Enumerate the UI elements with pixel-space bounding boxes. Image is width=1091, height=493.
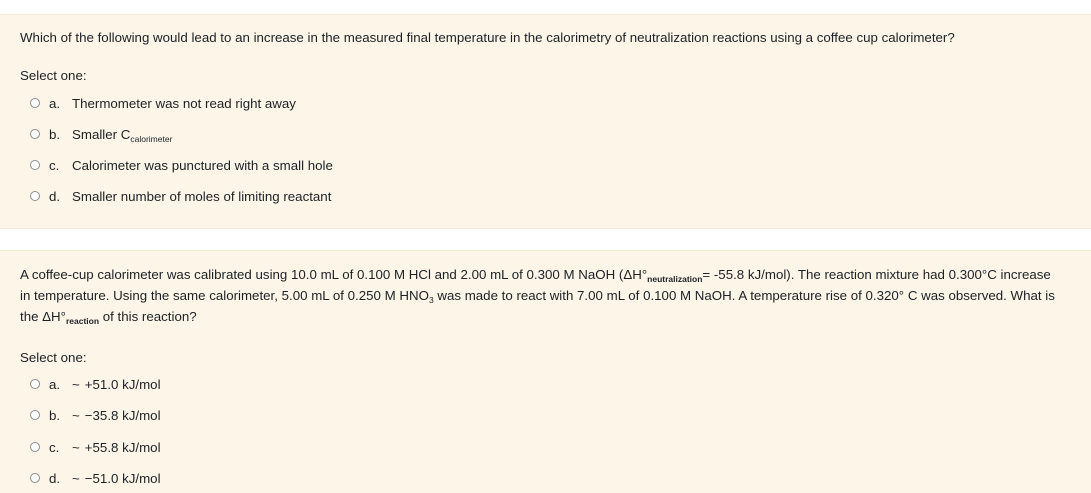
option-text[interactable] (72, 127, 172, 142)
option-letter: a. (49, 376, 61, 392)
question-1-option-d[interactable] (30, 186, 331, 206)
radio-button[interactable] (30, 473, 40, 483)
option-text[interactable]: −51.0 kJ/mol (84, 470, 161, 486)
option-text[interactable]: Thermometer was not read right away (72, 95, 296, 111)
option-text[interactable]: +55.8 kJ/mol (84, 439, 161, 455)
radio-button[interactable] (30, 129, 40, 139)
question-2-option-d[interactable] (30, 468, 161, 488)
option-text[interactable]: Smaller number of moles of limiting reactant (72, 188, 332, 204)
question-2-option-a[interactable] (30, 374, 161, 394)
radio-button[interactable] (30, 442, 40, 452)
question-2-text-part-4: of this reaction? (99, 309, 197, 324)
question-1-card (0, 14, 1091, 229)
option-letter: a. (49, 95, 61, 111)
option-text-main: Smaller C (72, 126, 131, 142)
radio-button[interactable] (30, 98, 40, 108)
option-letter: b. (49, 126, 61, 142)
radio-button[interactable] (30, 160, 40, 170)
option-letter: d. (49, 188, 61, 204)
option-text[interactable]: Calorimeter was punctured with a small hole (72, 157, 333, 173)
question-2-option-c[interactable] (30, 437, 161, 457)
question-1-select-one-label: Select one: (20, 68, 87, 83)
option-letter: d. (49, 470, 61, 486)
hno3-subscript: 3 (428, 295, 434, 305)
approx-symbol: ~ (72, 376, 80, 392)
question-2-text-part-3: was made to react with 7.00 mL of 0.100 M NaOH. A temperature rise of 0.320° C was observed. What is the ΔH° (20, 288, 1055, 324)
radio-button[interactable] (30, 191, 40, 201)
radio-button[interactable] (30, 410, 40, 420)
option-subscript: calorimeter (130, 133, 173, 144)
question-2-text-part-1: A coffee-cup calorimeter was calibrated using 10.0 mL of 0.100 M HCl and 2.00 mL of 0.300 M NaOH (ΔH° (20, 267, 648, 282)
question-1-option-c[interactable] (30, 155, 333, 175)
option-letter: c. (49, 157, 60, 173)
reaction-subscript: reaction (65, 316, 100, 326)
question-2-text-part-2: = -55.8 kJ/mol). The reaction mixture had 0.300°C increase in temperature. Using the same calorimeter, 5.00 mL of 0.250 M HNO (20, 267, 1051, 303)
option-text[interactable]: +51.0 kJ/mol (84, 376, 161, 392)
approx-symbol: ~ (72, 407, 80, 423)
question-2-select-one-label: Select one: (20, 350, 87, 365)
option-letter: b. (49, 407, 61, 423)
option-text[interactable]: −35.8 kJ/mol (84, 407, 161, 423)
approx-symbol: ~ (72, 439, 80, 455)
question-2-text (20, 264, 1055, 327)
question-2-card (0, 250, 1091, 493)
option-letter: c. (49, 439, 60, 455)
question-1-option-b[interactable] (30, 124, 172, 144)
radio-button[interactable] (30, 379, 40, 389)
neutralization-subscript: neutralization (647, 274, 703, 284)
approx-symbol: ~ (72, 470, 80, 486)
question-2-option-b[interactable] (30, 405, 161, 425)
question-1-option-a[interactable] (30, 93, 296, 113)
question-1-text: Which of the following would lead to an increase in the measured final temperature in the calorimetry of neutralization reactions using a coffee cup calorimeter? (20, 30, 955, 45)
